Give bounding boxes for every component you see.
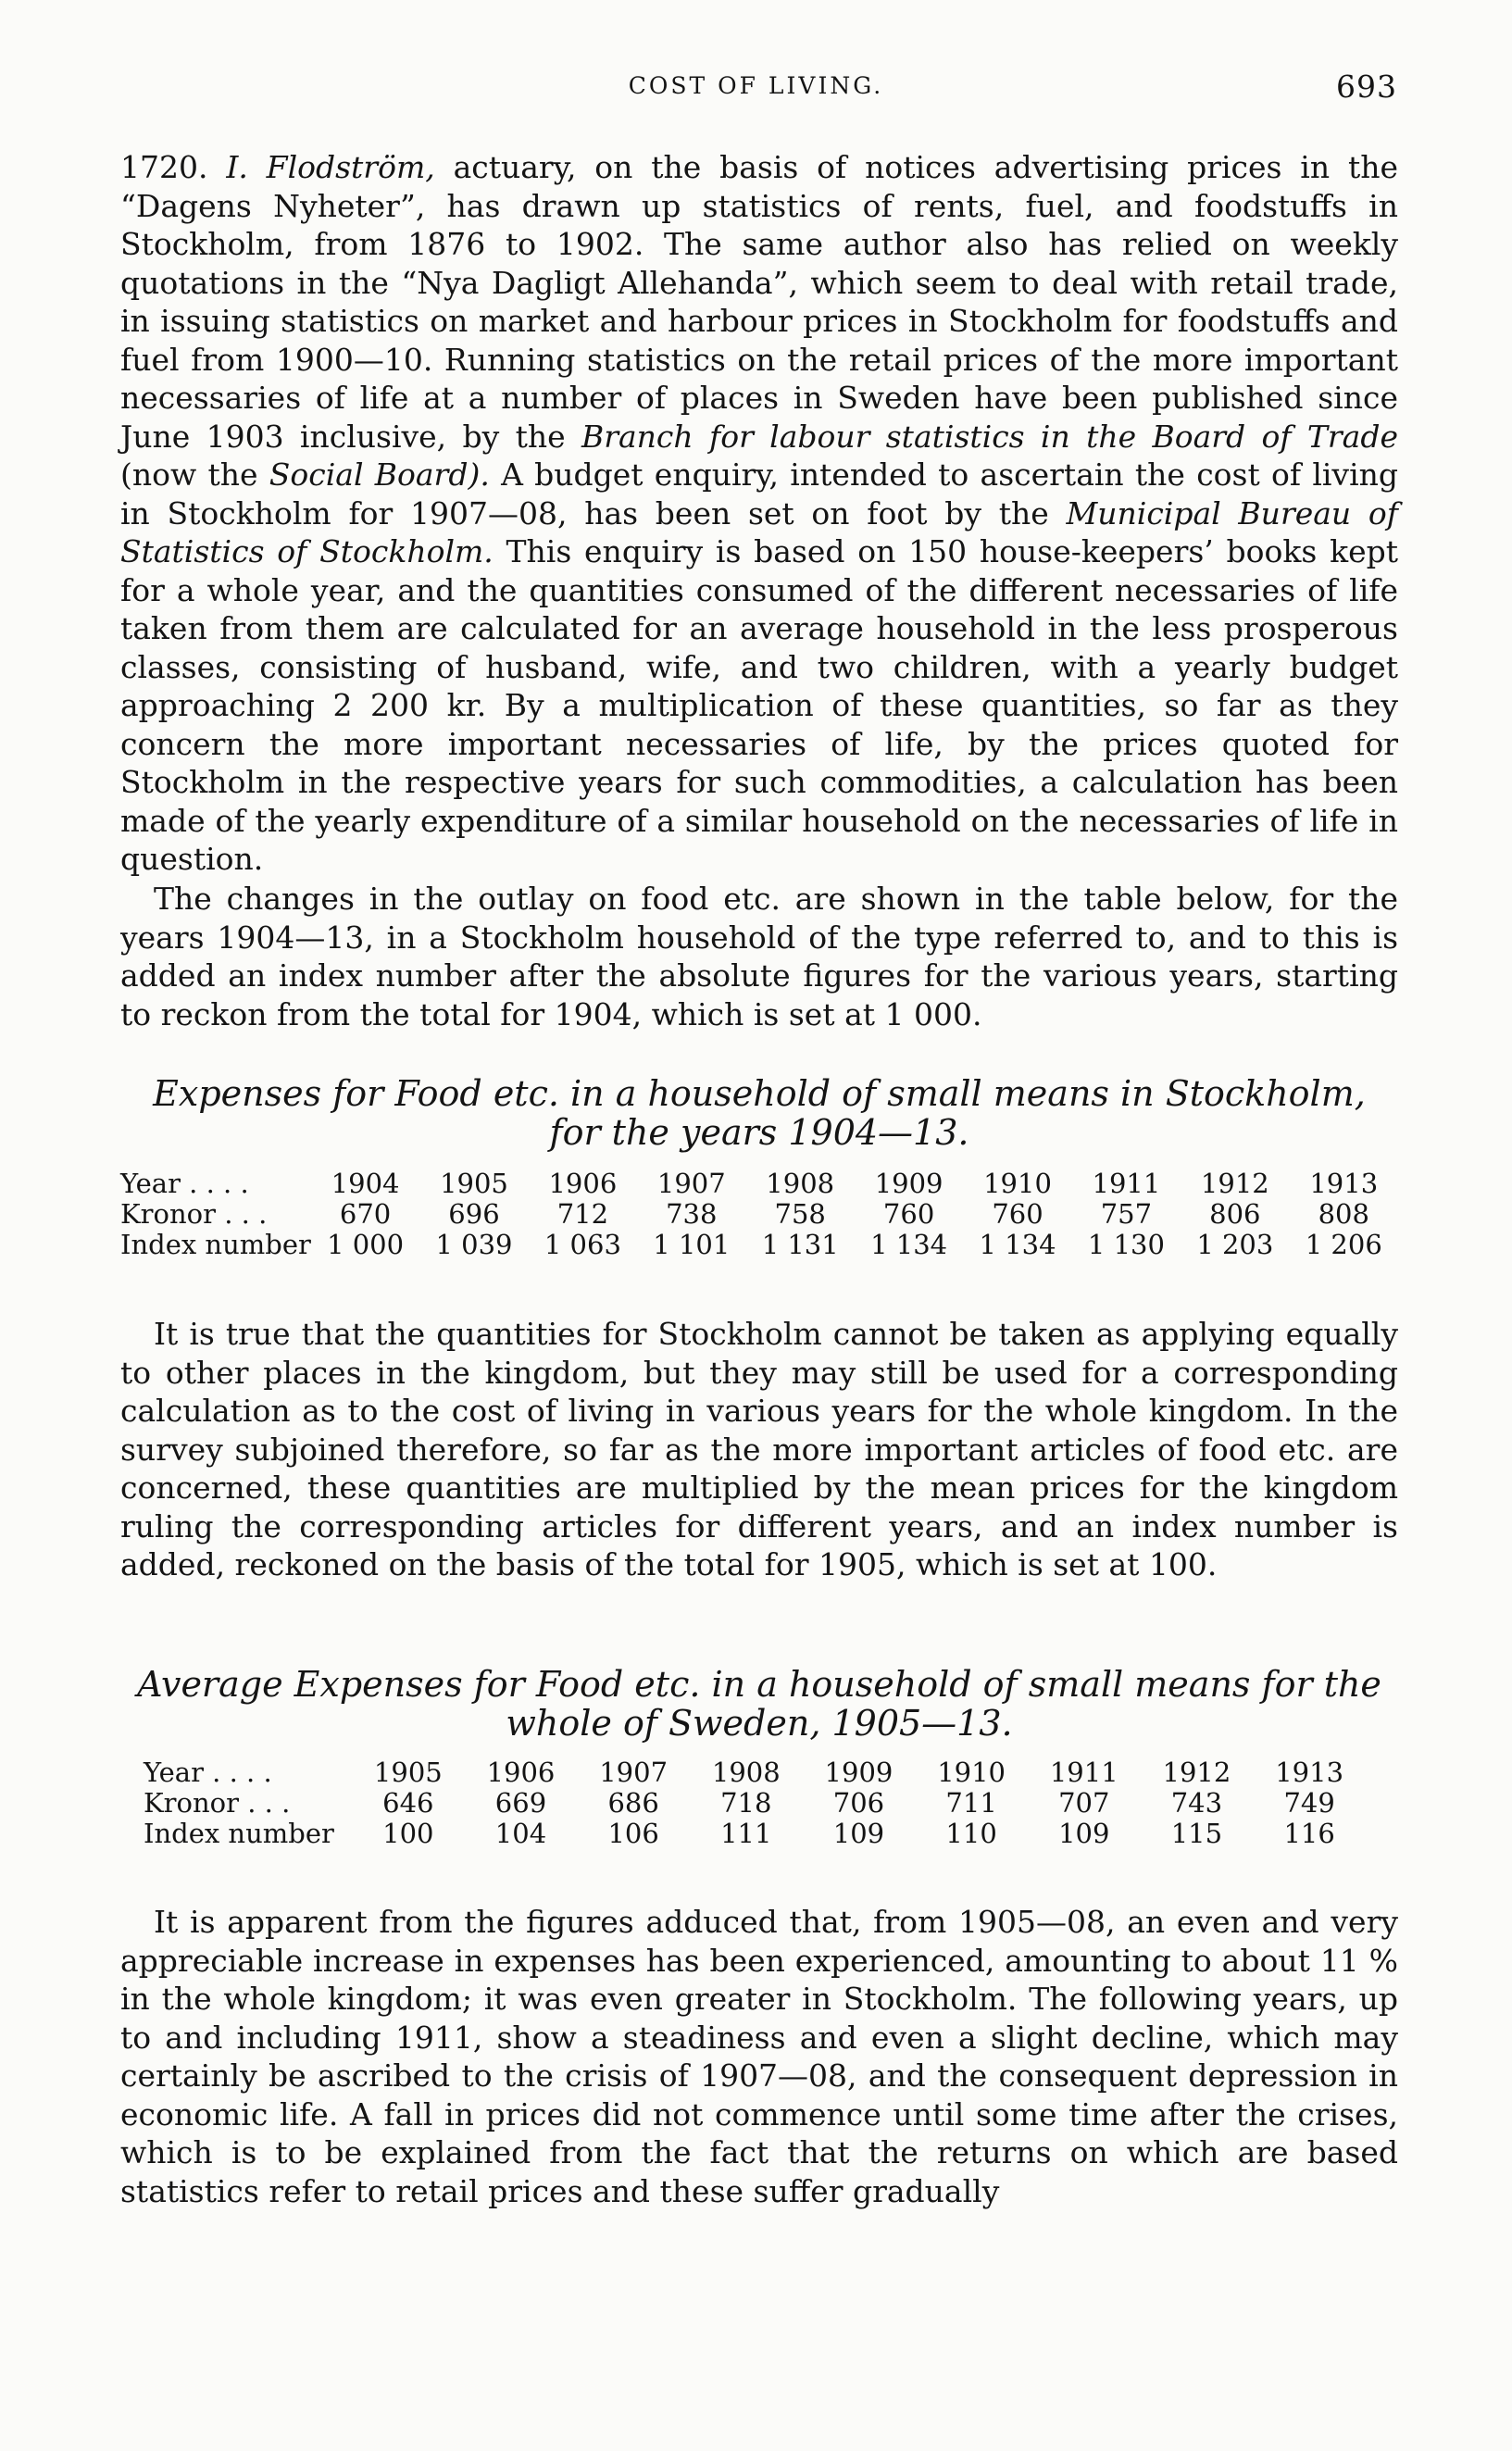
paragraph-1-part-5: This enquiry is based on 150 house-keepers’ books kept for a whole year, and the quantities consumed of the different necessaries of life taken from them are calculated for an average household in the less prosperous classes, consisting of husband, wife, and two children, with a yearly budget approaching 2 200 kr. By a multiplication of these quantities, so far as they concern the more important necessaries of life, by the prices quoted for Stockholm in the respective years for such commodities, a calculation has been made of the yearly expenditure of a similar household on the necessaries of life in question. [120, 533, 1398, 877]
table-cell: 1907 [656, 1168, 726, 1199]
table-cell: 1910 [937, 1757, 1006, 1788]
table-cell: 1 134 [979, 1229, 1056, 1260]
table-cell: 696 [448, 1198, 500, 1230]
bureau-name: Municipal Bureau of Statistics of Stockholm. [120, 494, 1398, 569]
table-cell: 1 206 [1305, 1229, 1382, 1260]
table-cell: 669 [494, 1787, 547, 1819]
table-cell: 1 101 [653, 1229, 731, 1260]
table-cell: 806 [1209, 1198, 1261, 1230]
table-1 [120, 1169, 1398, 1260]
table-cell: 1913 [1275, 1757, 1344, 1788]
paragraph-1-part-3: (now the [120, 456, 269, 493]
table-cell: 1910 [983, 1168, 1052, 1199]
table-cell: 1 203 [1196, 1229, 1274, 1260]
table-cell: 109 [832, 1818, 885, 1849]
table-cell: 115 [1170, 1818, 1223, 1849]
row-label: Year . . . . [144, 1757, 272, 1788]
table-cell: 116 [1283, 1818, 1335, 1849]
table-cell: 110 [945, 1818, 997, 1849]
table-cell: 111 [720, 1818, 772, 1849]
table-cell: 109 [1058, 1818, 1110, 1849]
row-label: Year . . . . [120, 1168, 249, 1199]
table-cell: 760 [882, 1198, 935, 1230]
table-row [144, 1819, 1366, 1849]
author-name: I. Flodström, [226, 149, 435, 185]
table-cell: 1913 [1309, 1168, 1379, 1199]
table-row [120, 1230, 1398, 1260]
table-row [144, 1757, 1366, 1788]
paragraph-3: It is true that the quantities for Stockholm cannot be taken as applying equally to other places in the kingdom, but they may still be used for a corresponding calculation as to the cost of living in various years for the whole kingdom. In the survey subjoined therefore, so far as the more important articles of food etc. are concerned, these quantities are multiplied by the mean prices for the kingdom ruling the corresponding articles for different years, and an index number is added, reckoned on the basis of the total for 1905, which is set at 100. [120, 1316, 1398, 1582]
paragraph-1-part-2: actuary, on the basis of notices advertising prices in the “Dagens Nyheter”, has drawn up statistics of rents, fuel, and foodstuffs in Stockholm, from 1876 to 1902. The same author also has relied on weekly quotations in the “Nya Dagligt Allehanda”, which seem to deal with retail trade, in issuing statistics on market and harbour prices in Stockholm for foodstuffs and fuel from 1900—10. Running statistics on the retail prices of the more important necessaries of life at a number of places in Sweden have been published since June 1903 inclusive, by the [120, 149, 1398, 455]
table-row [120, 1169, 1398, 1199]
table-cell: 1909 [874, 1168, 943, 1199]
table-cell: 1 063 [544, 1229, 621, 1260]
table-cell: 1911 [1049, 1757, 1118, 1788]
table-cell: 711 [945, 1787, 997, 1819]
table-1-title-line-1: Expenses for Food etc. in a household of small means in Stockholm, [153, 1073, 1366, 1114]
table-cell: 1912 [1200, 1168, 1269, 1199]
table-cell: 1904 [331, 1168, 400, 1199]
table-cell: 1 000 [327, 1229, 405, 1260]
page-number: 693 [1336, 69, 1397, 105]
table-cell: 1 131 [761, 1229, 839, 1260]
paragraph-1-part-4: A budget enquiry, intended to ascertain the cost of living in Stockholm for 1907—08, has been set on foot by the [120, 456, 1399, 531]
table-cell: 1 039 [435, 1229, 513, 1260]
table-cell: 712 [556, 1198, 609, 1230]
paragraph-2: The changes in the outlay on food etc. are shown in the table below, for the years 1904—13, in a Stockholm household of the type referred to, and to this is added an index number after the absolute figures for the various years, starting to reckon from the total for 1904, which is set at 1 000. [120, 881, 1398, 1032]
table-cell: 1906 [486, 1757, 556, 1788]
table-2-title-line-1: Average Expenses for Food etc. in a household of small means for the [137, 1664, 1381, 1705]
row-label: Kronor . . . [144, 1787, 291, 1819]
branch-name: Branch for labour statistics in the Board of Trade [581, 418, 1398, 455]
table-cell: 706 [832, 1787, 885, 1819]
paragraph-1 [120, 148, 1398, 879]
table-cell: 738 [666, 1198, 718, 1230]
table-cell: 100 [382, 1818, 434, 1849]
table-row [120, 1199, 1398, 1230]
table-cell: 1 134 [870, 1229, 948, 1260]
table-cell: 106 [607, 1818, 659, 1849]
table-cell: 760 [992, 1198, 1043, 1230]
table-cell: 758 [774, 1198, 826, 1230]
table-cell: 1906 [548, 1168, 618, 1199]
table-cell: 646 [382, 1787, 434, 1819]
social-board-name: Social Board). [269, 456, 490, 493]
table-cell: 1912 [1162, 1757, 1231, 1788]
table-cell: 718 [720, 1787, 772, 1819]
table-1-title [111, 1074, 1407, 1152]
table-cell: 743 [1170, 1787, 1223, 1819]
table-cell: 757 [1100, 1198, 1153, 1230]
table-row [144, 1788, 1366, 1819]
paragraph-4: It is apparent from the figures adduced that, from 1905—08, an even and very appreciable increase in expenses has been experienced, amounting to about 11 % in the whole kingdom; it was even greater in Stockholm. The following years, up to and including 1911, show a steadiness and even a slight decline, which may certainly be ascribed to the crisis of 1907—08, and the consequent depression in economic life. A fall in prices did not commence until some time after the crises, which is to be explained from the fact that the returns on which are based statistics refer to retail prices and these suffer gradually [120, 1904, 1398, 2209]
table-cell: 686 [607, 1787, 659, 1819]
row-label: Index number [120, 1229, 311, 1260]
row-label: Index number [144, 1818, 334, 1849]
table-2-title [111, 1665, 1407, 1743]
table-cell: 1908 [711, 1757, 781, 1788]
table-cell: 749 [1283, 1787, 1335, 1819]
table-2-title-line-2: whole of Sweden, 1905—13. [506, 1703, 1013, 1744]
table-cell: 104 [494, 1818, 547, 1849]
running-title: COST OF LIVING. [628, 72, 884, 99]
row-label: Kronor . . . [120, 1198, 268, 1230]
table-cell: 1911 [1092, 1168, 1161, 1199]
table-cell: 670 [339, 1198, 392, 1230]
table-cell: 808 [1318, 1198, 1369, 1230]
table-cell: 1 130 [1087, 1229, 1165, 1260]
table-cell: 1905 [440, 1168, 508, 1199]
table-cell: 1907 [599, 1757, 669, 1788]
table-cell: 707 [1058, 1787, 1110, 1819]
paragraph-1-part-1: 1720. [120, 149, 227, 185]
table-cell: 1908 [766, 1168, 835, 1199]
table-cell: 1905 [373, 1757, 443, 1788]
table-cell: 1909 [824, 1757, 893, 1788]
table-1-title-line-2: for the years 1904—13. [549, 1112, 969, 1153]
table-2 [144, 1757, 1366, 1849]
